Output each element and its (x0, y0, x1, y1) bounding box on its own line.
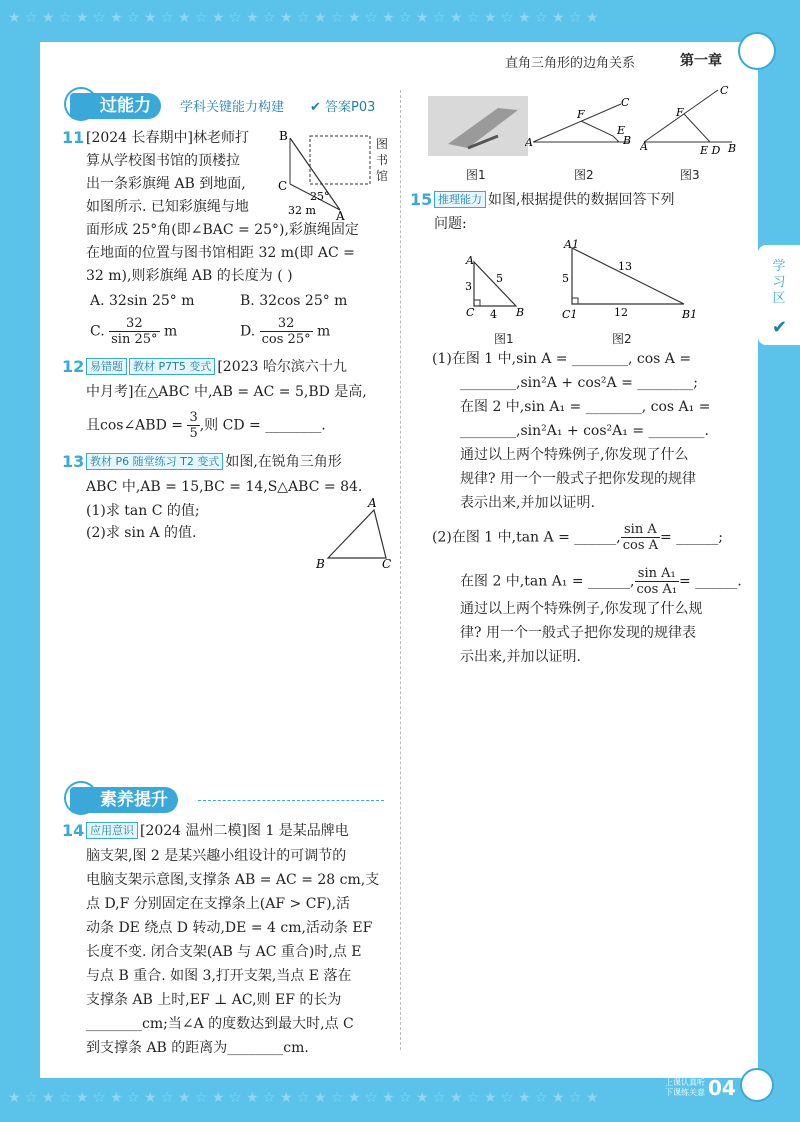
figure-caption: 图3 (680, 168, 700, 182)
numerator: 32 (260, 316, 313, 332)
label-c: C (278, 179, 288, 193)
q14-line: 电脑支架示意图,支撑条 AB = AC = 28 cm,支 (86, 872, 380, 888)
label-c1: C1 (562, 308, 578, 321)
label-b: B (279, 129, 288, 143)
section-header-ability (70, 93, 390, 119)
side-label: 4 (490, 308, 497, 321)
q15-part1-line: ________,sin²A₁ + cos²A₁ = ________. (460, 423, 709, 439)
unit: m (163, 323, 178, 340)
tag-badge: 应用意识 (86, 822, 138, 839)
q13-part: (2)求 sin A 的值. (86, 525, 197, 541)
denominator: 5 (189, 426, 198, 441)
option-d-label: D. (240, 323, 256, 340)
q15-part2-line (432, 522, 723, 553)
label-c: C (466, 306, 475, 319)
triangle-abc (328, 510, 386, 558)
column-divider (400, 90, 401, 1050)
q11-line: 如图所示. 已知彩旗绳与地 (86, 199, 249, 215)
numerator: 3 (189, 410, 198, 425)
label-b: B (516, 306, 525, 319)
q15-part1-line: 通过以上两个特殊例子,你发现了什么 (460, 447, 689, 463)
numerator: 32 (109, 316, 159, 332)
q12-text: 且cos∠ABD = (86, 417, 183, 434)
library-outline (310, 136, 370, 184)
footer-slogan-line: 下课练关意 (665, 1088, 705, 1097)
q11-figure (272, 128, 392, 220)
option-c-label: C. (90, 323, 105, 340)
q14-line: 动条 DE 绕点 D 转动,DE = 4 cm,活动条 EF (86, 920, 373, 936)
answer-ref-text: 答案P03 (325, 100, 376, 115)
q11-line: 出一条彩旗绳 AB 到地面, (86, 176, 246, 192)
page-number: 04 (708, 1076, 736, 1100)
q15-part2-line (460, 566, 742, 597)
q11-line: 32 m),则彩旗绳 AB 的长度为 ( ) (86, 268, 293, 284)
tag-badge: 易错题 (86, 358, 127, 375)
answer-ref: ✔ 答案P03 (310, 100, 376, 115)
section-title: 素养提升 (70, 787, 178, 813)
fraction (635, 566, 680, 597)
q13-text: 如图,在锐角三角形 (225, 454, 342, 470)
fraction (109, 316, 159, 347)
bar-ef (581, 121, 619, 142)
q15-text: 在图 2 中,tan A₁ = ______, (460, 573, 635, 590)
q13-line: ABC 中,AB = 15,BC = 14,S△ABC = 84. (86, 479, 363, 495)
section-subtitle: 学科关键能力构建 (180, 100, 285, 115)
label-b: B (728, 142, 737, 155)
q14-figure-3 (640, 86, 740, 156)
figure-caption: 图1 (494, 332, 514, 346)
question-number: 15 (410, 190, 433, 209)
angle-label: 25° (310, 190, 330, 203)
option-c (90, 316, 177, 347)
q13-line (86, 451, 342, 473)
side-tab[interactable] (758, 245, 800, 345)
q14-line: 到支撑条 AB 的距离为________cm. (86, 1040, 309, 1056)
q15-part2-line: 律? 用一个一般式子把你发现的规律表 (460, 625, 696, 641)
label-b1: B1 (682, 308, 698, 321)
q14-line: ________cm;当∠A 的度数达到最大时,点 C (86, 1016, 354, 1032)
q15-part1-line: 表示出来,并加以证明. (460, 495, 595, 511)
q11-line: [2024 长春期中]林老师打 (86, 130, 250, 146)
fraction (260, 316, 313, 347)
q14-figure-2 (525, 96, 635, 156)
denominator: cos A₁ (636, 582, 678, 597)
section-title: 过能力 (70, 93, 161, 119)
side-label: 13 (618, 260, 632, 273)
dashed-rule (198, 800, 384, 801)
label-a1: A1 (564, 238, 579, 251)
q12-line (86, 410, 326, 441)
q15-part1-line: 规律? 用一个一般式子把你发现的规律 (460, 471, 696, 487)
distance-label: 32 m (288, 204, 316, 217)
fraction (187, 410, 199, 441)
right-angle-mark (474, 300, 480, 306)
figure-caption: 图1 (466, 168, 486, 182)
q15-line (434, 189, 674, 211)
q15-text: = ______; (660, 529, 723, 546)
q15-part1-line: (1)在图 1 中,sin A = ________, cos A = (432, 351, 692, 367)
label-c: C (720, 86, 729, 97)
star-pattern: ★ ☆ ★ ☆ ★ ☆ ★ ☆ ★ ☆ ★ ☆ ★ ☆ ★ ☆ ★ ☆ ★ ☆ ★ ☆ ★ ☆ ★ ☆ ★ ☆ ★ ☆ ★ ☆ ★ ☆ ★ (8, 10, 599, 26)
label-f: F (577, 108, 585, 121)
q11-line: 算从学校图书馆的顶楼拉 (86, 153, 240, 169)
q15-text: (2)在图 1 中,tan A = ______, (432, 529, 621, 546)
fraction (621, 522, 660, 553)
q12-text: [2023 哈尔滨六十九 (217, 359, 347, 375)
tag-badge: 推理能力 (434, 191, 486, 208)
q15-figure-1 (460, 244, 530, 328)
label-a: A (466, 254, 474, 267)
label-e: E (617, 124, 626, 137)
mascot-icon (738, 32, 776, 70)
q13-part: (1)求 tan C 的值; (86, 503, 200, 519)
label-a: A (368, 496, 377, 510)
q11-line: 面形成 25°角(即∠BAC = 25°),彩旗绳固定 (86, 222, 359, 238)
triangle-abc (474, 262, 516, 306)
q11-line: 在地面的位置与图书馆相距 32 m(即 AC = (86, 245, 355, 261)
denominator: cos A (622, 538, 659, 553)
tag-badge: 教材 P6 随堂练习 T2 变式 (86, 453, 223, 470)
tag-badge: 教材 P7T5 变式 (129, 358, 215, 375)
q13-figure (310, 494, 400, 574)
mascot-icon (740, 1068, 774, 1102)
check-icon: ✔ (772, 317, 788, 338)
side-tab-label: 学习区 (772, 259, 786, 306)
question-number: 11 (62, 128, 85, 147)
triangle-a1b1c1 (572, 248, 684, 304)
question-number: 14 (62, 821, 85, 840)
label-f: F (676, 106, 684, 119)
q15-figure-2 (558, 236, 708, 328)
label-a: A (640, 140, 648, 153)
option-a: A. 32sin 25° m (90, 293, 195, 309)
label-b: B (623, 134, 632, 147)
right-angle-mark (572, 298, 578, 304)
option-d (240, 316, 330, 347)
denominator: cos 25° (261, 332, 311, 347)
q15-part2-line: 示出来,并加以证明. (460, 649, 581, 665)
numerator: sin A (621, 522, 660, 538)
library-label: 图书馆 (376, 137, 389, 183)
label-c: C (382, 557, 392, 571)
denominator: sin 25° (111, 332, 158, 347)
question-number: 13 (62, 452, 85, 471)
figure-caption: 图2 (574, 168, 594, 182)
q14-line: 点 D,F 分别固定在支撑条上(AF > CF),活 (86, 896, 351, 912)
laptop-stand-photo (428, 96, 528, 156)
q14-text: [2024 温州二模]图 1 是某品牌电 (140, 823, 349, 839)
star-pattern: ★ ☆ ★ ☆ ★ ☆ ★ ☆ ★ ☆ ★ ☆ ★ ☆ ★ ☆ ★ ☆ ★ ☆ ★ ☆ ★ ☆ ★ ☆ ★ ☆ ★ ☆ ★ ☆ ★ ☆ ★ (8, 1090, 599, 1106)
q14-line (86, 820, 349, 842)
footer-slogan (665, 1078, 705, 1098)
bar-ef (684, 114, 710, 142)
q15-text: 如图,根据提供的数据回答下列 (488, 192, 675, 208)
q14-line: 与点 B 重合. 如图 3,打开支架,当点 E 落在 (86, 968, 352, 984)
q15-text: = ______. (679, 573, 742, 590)
q12-line (86, 356, 347, 378)
section-header-literacy (70, 787, 390, 813)
q15-part1-line: ________,sin²A + cos²A = ________; (460, 375, 699, 391)
q14-line: 脑支架,图 2 是某兴趣小组设计的可调节的 (86, 848, 347, 864)
header-chapter: 第一章 (680, 53, 722, 69)
q15-part1-line: 在图 2 中,sin A₁ = ________, cos A₁ = (460, 399, 711, 415)
header-title: 直角三角形的边角关系 (505, 56, 636, 71)
footer-slogan-line: 上课认真听 (665, 1078, 705, 1087)
q15-line: 问题: (434, 216, 467, 232)
side-label: 5 (496, 272, 503, 285)
unit: m (317, 323, 331, 340)
figure-caption: 图2 (612, 332, 632, 346)
option-b: B. 32cos 25° m (240, 293, 348, 309)
q14-line: 支撑条 AB 上时,EF ⊥ AC,则 EF 的长为 (86, 992, 342, 1008)
question-number: 12 (62, 357, 85, 376)
label-c: C (621, 96, 630, 109)
label-b: B (316, 557, 325, 571)
q12-text: ,则 CD = ________. (199, 417, 326, 434)
q15-part2-line: 通过以上两个特殊例子,你发现了什么规 (460, 601, 703, 617)
q12-line: 中月考]在△ABC 中,AB = AC = 5,BD 是高, (86, 384, 367, 400)
side-label: 5 (562, 272, 569, 285)
q14-line: 长度不变. 闭合支架(AB 与 AC 重合)时,点 E (86, 944, 362, 960)
label-ed: E D (700, 144, 721, 156)
numerator: sin A₁ (635, 566, 680, 582)
label-a: A (525, 136, 533, 149)
label-a: A (336, 209, 345, 220)
side-label: 12 (614, 306, 628, 319)
side-label: 3 (465, 280, 472, 293)
